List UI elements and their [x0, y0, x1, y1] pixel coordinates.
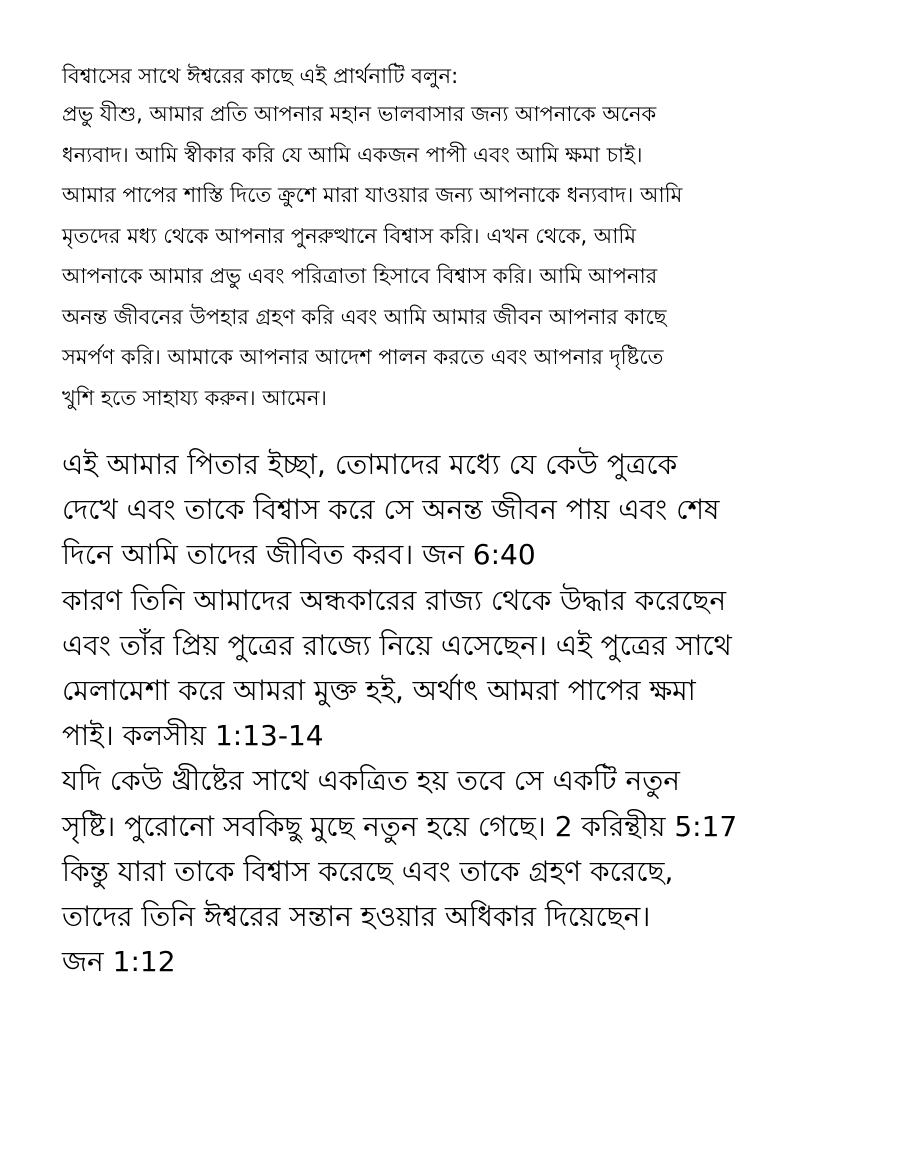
prayer-line: আমার পাপের শাস্তি দিতে ক্রুশে মারা যাওয়ার জন্য আপনাকে ধন্যবাদ। আমি	[62, 183, 683, 207]
verse-line: সৃষ্টি। পুরোনো সবকিছু মুছে নতুন হয়ে গেছে। 2 করিন্থীয় 5:17	[62, 809, 738, 843]
verses-section	[62, 442, 862, 984]
prayer-line: সমর্পণ করি। আমাকে আপনার আদেশ পালন করতে এবং আপনার দৃষ্টিতে	[62, 345, 664, 369]
prayer-line: আপনাকে আমার প্রভু এবং পরিত্রাতা হিসাবে বিশ্বাস করি। আমি আপনার	[62, 264, 658, 288]
verse-line: জন 1:12	[62, 945, 176, 979]
verse-line: দিনে আমি তাদের জীবিত করব। জন 6:40	[62, 538, 536, 572]
verse-line: কারণ তিনি আমাদের অন্ধকারের রাজ্য থেকে উদ্ধার করেছেন	[62, 583, 727, 617]
verse-line: কিন্তু যারা তাকে বিশ্বাস করেছে এবং তাকে গ্রহণ করেছে,	[62, 854, 674, 888]
verse-line: তাদের তিনি ঈশ্বরের সন্তান হওয়ার অধিকার দিয়েছেন।	[62, 900, 651, 934]
verse-line: মেলামেশা করে আমরা মুক্ত হই, অর্থাৎ আমরা পাপের ক্ষমা	[62, 674, 696, 708]
verse-line: এই আমার পিতার ইচ্ছা, তোমাদের মধ্যে যে কেউ পুত্রকে	[62, 448, 678, 481]
prayer-section	[62, 58, 862, 418]
verse-line: এবং তাঁর প্রিয় পুত্রের রাজ্যে নিয়ে এসেছেন। এই পুত্রের সাথে	[62, 628, 732, 662]
verse-line: দেখে এবং তাকে বিশ্বাস করে সে অনন্ত জীবন পায় এবং শেষ	[62, 493, 720, 527]
prayer-line: খুশি হতে সাহায্য করুন। আমেন।	[62, 385, 327, 410]
prayer-line: ধন্যবাদ। আমি স্বীকার করি যে আমি একজন পাপী এবং আমি ক্ষমা চাই।	[62, 142, 643, 167]
prayer-heading: বিশ্বাসের সাথে ঈশ্বরের কাছে এই প্রার্থনাটি বলুন:	[62, 64, 459, 88]
verse-line: যদি কেউ খ্রীষ্টের সাথে একত্রিত হয় তবে সে একটি নতুন	[62, 764, 680, 798]
document-page	[62, 58, 862, 984]
prayer-line: অনন্ত জীবনের উপহার গ্রহণ করি এবং আমি আমার জীবন আপনার কাছে	[62, 304, 667, 329]
verse-line: পাই। কলসীয় 1:13-14	[62, 719, 324, 753]
prayer-line: প্রভু যীশু, আমার প্রতি আপনার মহান ভালবাসার জন্য আপনাকে অনেক	[62, 102, 657, 126]
prayer-line: মৃতদের মধ্য থেকে আপনার পুনরুত্থানে বিশ্বাস করি। এখন থেকে, আমি	[62, 223, 637, 248]
